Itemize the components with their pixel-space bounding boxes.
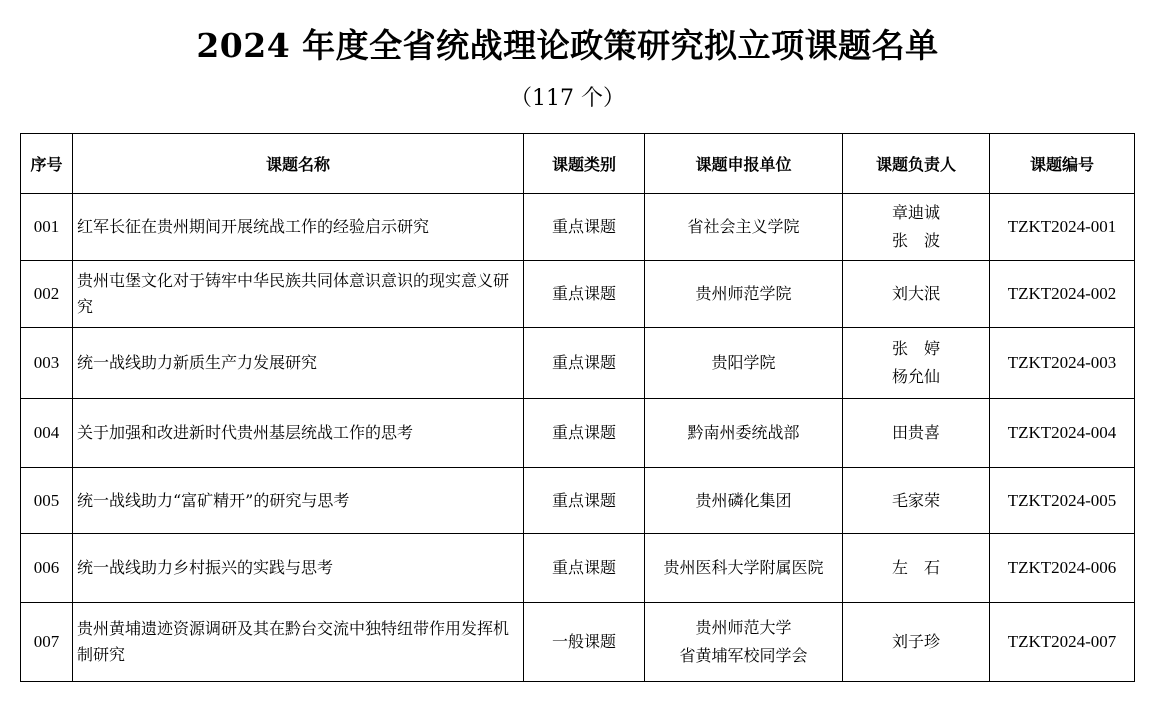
table-row — [21, 399, 1135, 468]
cell-project-name: 关于加强和改进新时代贵州基层统战工作的思考 — [73, 399, 524, 468]
cell-serial: 007 — [21, 603, 73, 682]
cell-category: 重点课题 — [524, 468, 645, 534]
cell-applicant-unit — [645, 534, 843, 603]
project-list-table — [20, 133, 1135, 682]
cell-serial: 001 — [21, 194, 73, 261]
header-category: 课题类别 — [524, 134, 645, 194]
table-row — [21, 534, 1135, 603]
cell-serial: 004 — [21, 399, 73, 468]
cell-category: 重点课题 — [524, 328, 645, 399]
lead-line: 田贵喜 — [891, 423, 940, 442]
table-row — [21, 328, 1135, 399]
cell-applicant-unit — [645, 194, 843, 261]
cell-category: 重点课题 — [524, 534, 645, 603]
header-project-code: 课题编号 — [990, 134, 1135, 194]
table-row — [21, 194, 1135, 261]
table-header-row — [21, 134, 1135, 194]
unit-line: 贵阳学院 — [711, 353, 776, 372]
cell-serial: 005 — [21, 468, 73, 534]
lead-line: 刘子珍 — [891, 632, 940, 651]
cell-lead — [843, 194, 990, 261]
header-lead: 课题负责人 — [843, 134, 990, 194]
cell-project-code: TZKT2024-003 — [990, 328, 1135, 399]
header-applicant-unit: 课题申报单位 — [645, 134, 843, 194]
unit-line: 省黄埔军校同学会 — [679, 646, 808, 665]
cell-applicant-unit — [645, 399, 843, 468]
cell-applicant-unit — [645, 328, 843, 399]
cell-applicant-unit — [645, 468, 843, 534]
cell-project-name: 贵州屯堡文化对于铸牢中华民族共同体意识意识的现实意义研究 — [73, 261, 524, 328]
cell-category: 重点课题 — [524, 399, 645, 468]
header-serial: 序号 — [21, 134, 73, 194]
cell-project-code: TZKT2024-002 — [990, 261, 1135, 328]
cell-project-name: 统一战线助力“富矿精开”的研究与思考 — [73, 468, 524, 534]
cell-project-name: 统一战线助力乡村振兴的实践与思考 — [73, 534, 524, 603]
cell-project-code: TZKT2024-001 — [990, 194, 1135, 261]
table-row — [21, 603, 1135, 682]
lead-line: 章迪诚 — [891, 203, 940, 222]
lead-line: 刘大泯 — [891, 284, 940, 303]
cell-project-code: TZKT2024-005 — [990, 468, 1135, 534]
cell-project-name: 贵州黄埔遗迹资源调研及其在黔台交流中独特纽带作用发挥机制研究 — [73, 603, 524, 682]
cell-serial: 006 — [21, 534, 73, 603]
unit-line: 贵州师范大学 — [695, 618, 792, 637]
cell-lead — [843, 399, 990, 468]
cell-category: 重点课题 — [524, 261, 645, 328]
cell-applicant-unit — [645, 603, 843, 682]
lead-line: 张 波 — [891, 231, 940, 250]
lead-line: 杨允仙 — [891, 367, 940, 386]
cell-lead — [843, 261, 990, 328]
cell-project-code: TZKT2024-004 — [990, 399, 1135, 468]
cell-category: 一般课题 — [524, 603, 645, 682]
unit-line: 黔南州委统战部 — [687, 423, 800, 442]
document-subtitle: （117 个） — [510, 86, 625, 111]
unit-line: 贵州医科大学附属医院 — [663, 558, 824, 577]
lead-line: 左 石 — [891, 558, 940, 577]
cell-lead — [843, 603, 990, 682]
unit-line: 贵州磷化集团 — [695, 490, 792, 510]
document-title: 2024 年度全省统战理论政策研究拟立项课题名单 — [196, 26, 939, 65]
cell-project-code: TZKT2024-006 — [990, 534, 1135, 603]
lead-line: 毛家荣 — [891, 490, 940, 510]
header-project-name: 课题名称 — [73, 134, 524, 194]
cell-lead — [843, 534, 990, 603]
cell-applicant-unit — [645, 261, 843, 328]
lead-line: 张 婷 — [891, 339, 940, 358]
table-row — [21, 261, 1135, 328]
table-row — [21, 468, 1135, 534]
cell-project-name: 统一战线助力新质生产力发展研究 — [73, 328, 524, 399]
cell-serial: 002 — [21, 261, 73, 328]
cell-lead — [843, 328, 990, 399]
cell-serial: 003 — [21, 328, 73, 399]
unit-line: 省社会主义学院 — [687, 217, 800, 236]
cell-category: 重点课题 — [524, 194, 645, 261]
cell-project-code: TZKT2024-007 — [990, 603, 1135, 682]
unit-line: 贵州师范学院 — [695, 284, 792, 303]
cell-lead — [843, 468, 990, 534]
cell-project-name: 红军长征在贵州期间开展统战工作的经验启示研究 — [73, 194, 524, 261]
